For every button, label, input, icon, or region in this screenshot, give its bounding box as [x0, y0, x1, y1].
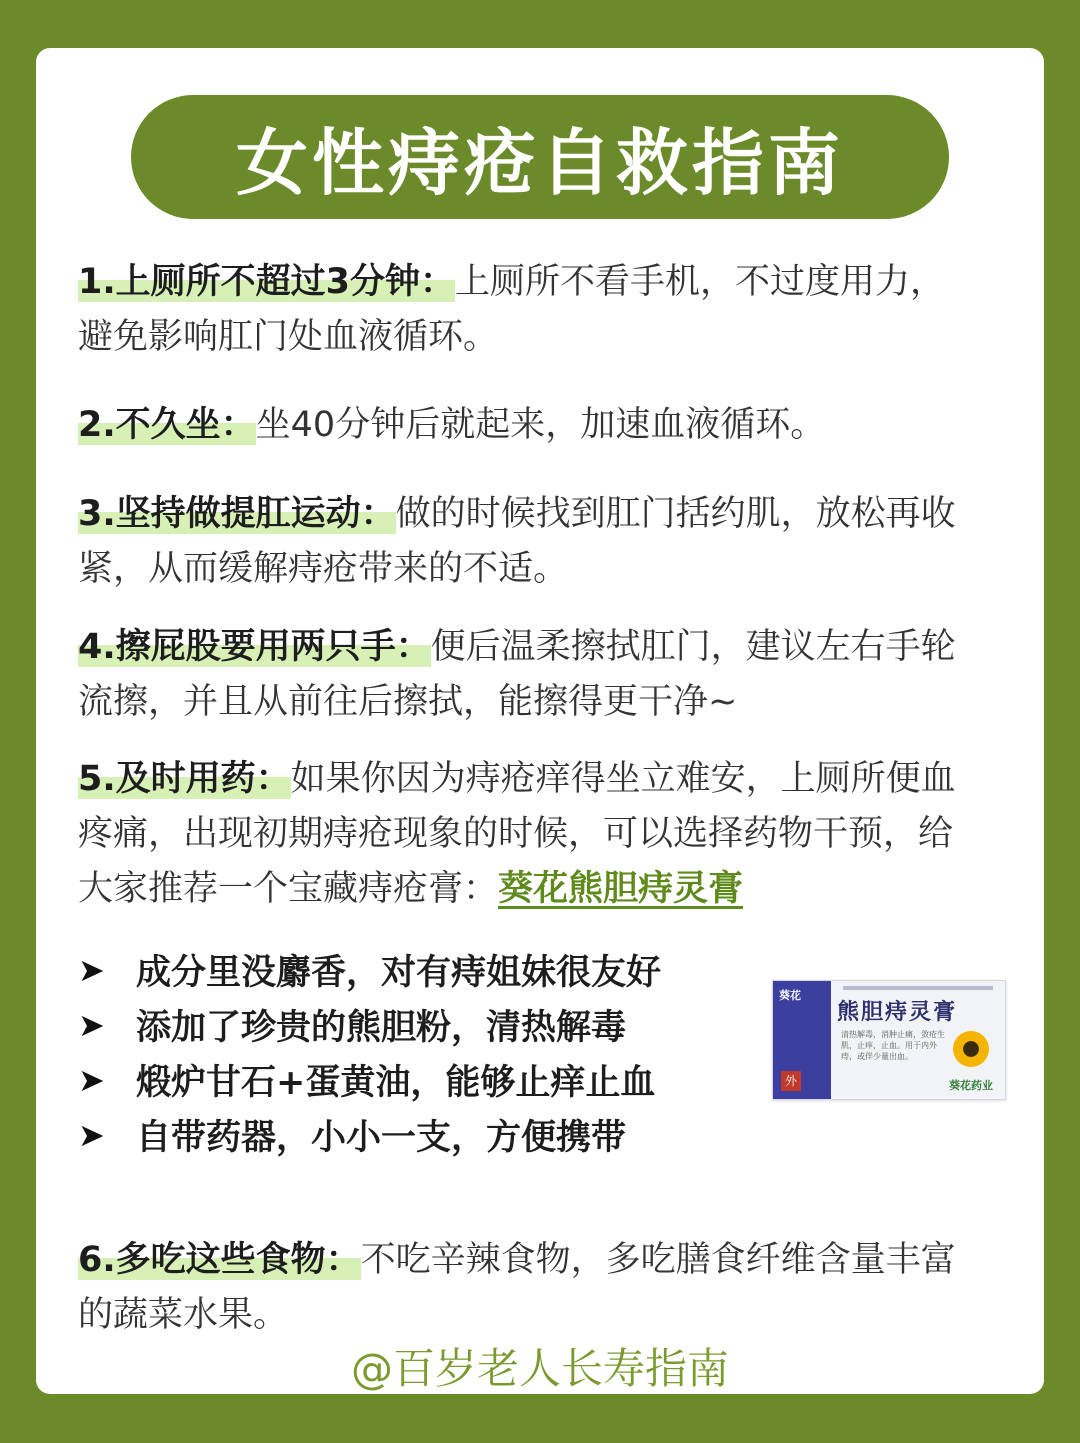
- product-company: 葵花药业: [949, 1079, 993, 1092]
- tip-4: [78, 620, 978, 730]
- tip-text: 不吃辛辣食物，多吃膳食纤维含量丰富的蔬菜水果。: [78, 1240, 956, 1335]
- watermark: @百岁老人长寿指南: [350, 1344, 729, 1393]
- tip-text: 坐40分钟后就起来，加速血液循环。: [255, 405, 826, 445]
- tip-3: [78, 487, 978, 597]
- tip-1: [78, 255, 978, 365]
- tip-6: [78, 1233, 978, 1343]
- product-tag: 外: [781, 1071, 801, 1091]
- arrow-icon: ➤: [78, 950, 105, 989]
- tip-text: 便后温柔擦拭肛门，建议左右手轮流擦，并且从前往后擦拭，能擦得更干净~: [78, 627, 956, 722]
- tip-text: 如果你因为痔疮痒得坐立难安，上厕所便血疼痛，出现初期痔疮现象的时候，可以选择药物干预，给大家推荐一个宝藏痔疮膏：: [78, 759, 956, 909]
- title-banner: [131, 95, 949, 219]
- feature-list: [78, 942, 758, 1162]
- tip-heading: 3.坚持做提肛运动：: [78, 494, 396, 534]
- arrow-icon: ➤: [78, 1060, 105, 1099]
- product-divider: [843, 986, 993, 990]
- tip-text: 做的时候找到肛门括约肌，放松再收紧，从而缓解痔疮带来的不适。: [78, 494, 956, 589]
- tip-5: [78, 752, 978, 917]
- product-image: [772, 980, 1006, 1100]
- tip-text: 上厕所不看手机，不过度用力，避免影响肛门处血液循环。: [78, 262, 946, 357]
- product-description: 清热解毒，消肿止痛，敛疮生肌，止痒，止血。用于内外痔，或伴少量出血。: [841, 1030, 945, 1061]
- product-brand: 葵花: [779, 989, 801, 1002]
- tip-heading: 4.擦屁股要用两只手：: [78, 627, 431, 667]
- tip-heading: 2.不久坐：: [78, 405, 256, 445]
- tip-heading: 1.上厕所不超过3分钟：: [78, 262, 456, 302]
- sunflower-icon: [953, 1031, 989, 1067]
- list-item: ➤ 煅炉甘石+蛋黄油，能够止痒止血: [78, 1060, 656, 1103]
- list-item: ➤ 成分里没麝香，对有痔姐妹很友好: [78, 950, 662, 993]
- tip-heading: 6.多吃这些食物：: [78, 1240, 361, 1280]
- list-item: ➤ 添加了珍贵的熊胆粉，清热解毒: [78, 1005, 627, 1048]
- arrow-icon: ➤: [78, 1115, 105, 1154]
- page-title: 女性痔疮自救指南: [235, 121, 844, 205]
- tip-2: [78, 398, 978, 453]
- list-item: ➤ 自带药器，小小一支，方便携带: [78, 1115, 627, 1158]
- arrow-icon: ➤: [78, 1005, 105, 1044]
- product-name: 熊胆痔灵膏: [837, 1000, 958, 1025]
- product-link[interactable]: 葵花熊胆痔灵膏: [498, 869, 744, 909]
- tip-heading: 5.及时用药：: [78, 759, 291, 799]
